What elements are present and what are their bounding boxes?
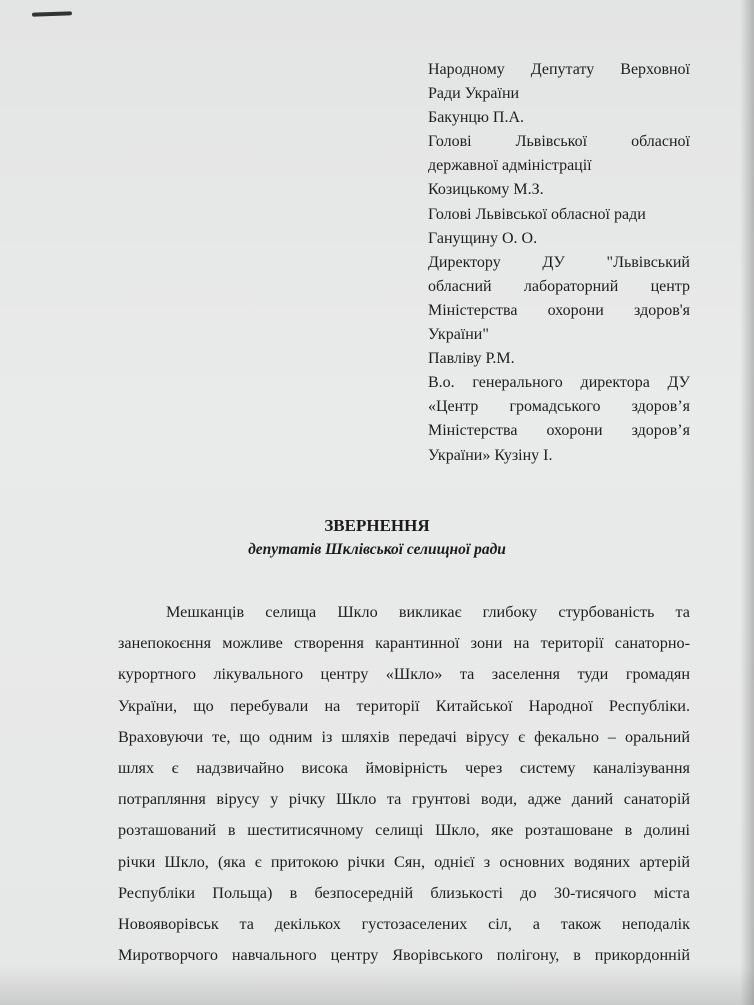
document-title: ЗВЕРНЕННЯ bbox=[324, 516, 430, 535]
addressee-line: Павліву Р.М. bbox=[428, 350, 515, 368]
addressee-line: Міністерства охорони здоров'я bbox=[428, 301, 690, 319]
body-line: Новояворівськ та декількох густозаселених сіл, а також неподалік bbox=[118, 915, 690, 934]
body-line: України, що перебували на території Китайської Народної Республіки. bbox=[118, 696, 690, 715]
body-line: річки Шкло, (яка є притокою річки Сян, однієї з основних водяних артерій bbox=[118, 852, 690, 871]
page-edge-shadow bbox=[740, 0, 754, 1005]
addressee-line: Голові Львівської обласної ради bbox=[428, 205, 646, 223]
body-line: шлях є надзвичайно висока ймовірність через систему каналізування bbox=[118, 759, 690, 778]
body-line: курортного лікувального центру «Шкло» та заселення туди громадян bbox=[118, 665, 690, 684]
addressee-line: «Центр громадського здоров’я bbox=[428, 398, 690, 416]
addressee-line: України" bbox=[428, 326, 489, 344]
body-line: Враховуючи те, що одним із шляхів передачі вірусу є фекально – оральний bbox=[118, 727, 690, 746]
addressee-line: Ради України bbox=[428, 85, 520, 103]
addressee-line: Міністерства охорони здоров’я bbox=[428, 422, 690, 440]
addressee-block bbox=[428, 58, 690, 468]
document-subtitle: депутатів Шклівської селищної ради bbox=[248, 541, 506, 558]
body-line: Мешканців селища Шкло викликає глибоку стурбованість та bbox=[166, 603, 690, 621]
addressee-line: України» Кузіну І. bbox=[428, 446, 553, 464]
pen-mark bbox=[32, 11, 72, 16]
addressee-line: державної адміністрації bbox=[428, 157, 592, 175]
addressee-line: Народному Депутату Верховної bbox=[428, 61, 690, 78]
body-paragraph bbox=[118, 597, 690, 971]
body-line: розташований в шеститисячному селищі Шкло, яке розташоване в долині bbox=[118, 821, 690, 840]
addressee-line: Ганущину О. О. bbox=[428, 229, 538, 247]
addressee-line: Голові Львівської обласної bbox=[428, 133, 690, 151]
addressee-line: обласний лабораторний центр bbox=[428, 277, 690, 295]
body-line: Миротворчого навчального центру Яворівського полігону, в прикордонній bbox=[118, 946, 690, 965]
addressee-line: Бакунцю П.А. bbox=[428, 109, 525, 127]
body-line: потрапляння вірусу у річку Шкло та грунтові води, адже даний санаторій bbox=[118, 790, 690, 809]
addressee-line: Козицькому М.З. bbox=[428, 181, 544, 199]
addressee-line: Директору ДУ "Львівський bbox=[428, 253, 690, 271]
page-bottom-shadow bbox=[0, 965, 754, 1005]
body-line: Республіки Польща) в безпосередній близькості до 30-тисячого міста bbox=[118, 883, 690, 902]
body-line: занепокоєння можливе створення карантинної зони на території санаторно- bbox=[118, 634, 690, 653]
addressee-line: В.о. генерального директора ДУ bbox=[428, 374, 690, 392]
